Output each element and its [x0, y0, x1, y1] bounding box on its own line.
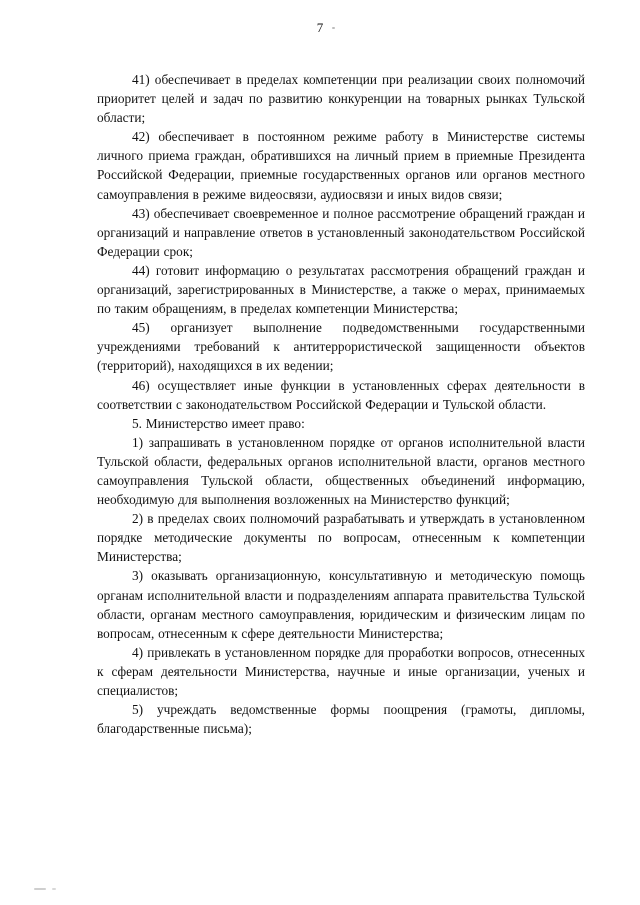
rights-item-4: 4) привлекать в установленном порядке для проработки вопросов, отнесенных к сферам деятельности Министерства, научные и иные организации, ученых и специалистов;: [97, 644, 585, 698]
paragraph-item-41: 41) обеспечивает в пределах компетенции при реализации своих полномочий приоритет целей и задач по развитию конкуренции на товарных рынках Тульской области;: [97, 72, 585, 126]
scan-artifact-top: [332, 27, 335, 29]
rights-item-3: 3) оказывать организационную, консультативную и методическую помощь органам исполнительной власти и подразделениям аппарата правительства Тульской области, органам местного самоуправления, юридическим и физическим лицам по вопросам, отнесенным к сфере деятельности Министерства;: [97, 568, 585, 641]
paragraph-item-42: 42) обеспечивает в постоянном режиме работу в Министерстве системы личного приема граждан, обратившихся на личный прием в приемные Президента Российской Федерации, приемные государственных органов или органов местного самоуправления в режиме видеосвязи, аудиосвязи и иных видов связи;: [97, 129, 585, 202]
paragraph-item-46: 46) осуществляет иные функции в установленных сферах деятельности в соответствии с законодательством Российской Федерации и Тульской области.: [97, 377, 585, 412]
paragraph-item-44: 44) готовит информацию о результатах рассмотрения обращений граждан и организаций, зарегистрированных в Министерстве, а также о мерах, принимаемых по таким обращениям, в пределах компетенции Министерства;: [97, 262, 585, 317]
paragraph-item-45: 45) организует выполнение подведомственными государственными учреждениями требований к антитеррористической защищенности объектов (территорий), находящихся в их ведении;: [97, 320, 585, 374]
page-number: 7: [316, 20, 324, 35]
rights-item-1: 1) запрашивать в установленном порядке от органов исполнительной власти Тульской области, федеральных органов исполнительной власти, органов местного самоуправления Тульской области, общественных объединений информацию, необходимую для выполнения возложенных на Министерство функций;: [97, 434, 585, 508]
paragraph-item-43: 43) обеспечивает своевременное и полное рассмотрение обращений граждан и организаций и направление ответов в установленный законодательством Российской Федерации срок;: [97, 205, 585, 259]
section-heading-rights: 5. Министерство имеет право:: [132, 415, 305, 431]
scan-artifact-bottom-left: [34, 888, 46, 890]
scan-artifact-bottom-left-2: [52, 888, 56, 890]
rights-item-2: 2) в пределах своих полномочий разрабатывать и утверждать в установленном порядке методические документы по вопросам, отнесенным к компетенции Министерства;: [97, 511, 585, 565]
document-body: [97, 70, 585, 738]
rights-item-5: 5) учреждать ведомственные формы поощрения (грамоты, дипломы, благодарственные письма);: [97, 702, 585, 737]
